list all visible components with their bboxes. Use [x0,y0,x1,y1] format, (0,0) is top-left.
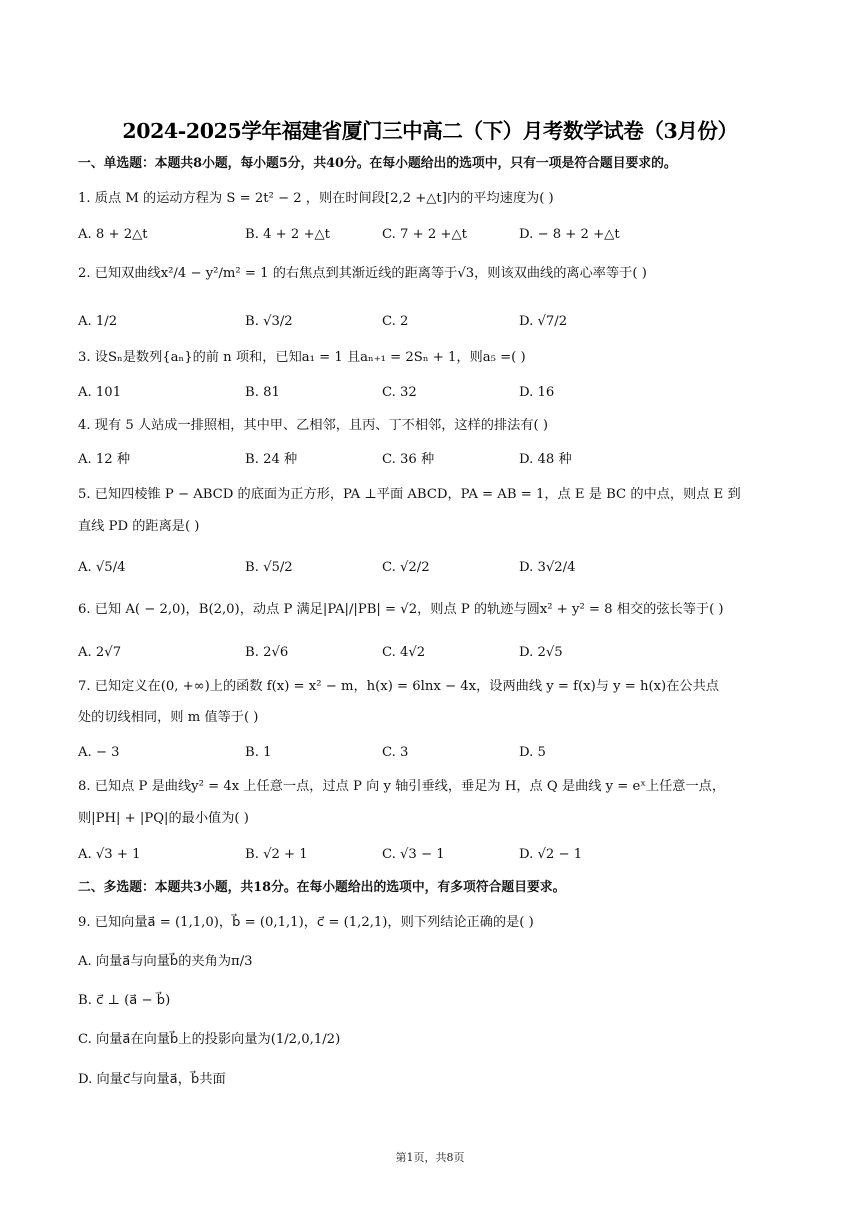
question-7-option-c: C. 3 [382,745,409,760]
question-8-option-b: B. √2 + 1 [245,847,308,862]
question-5-stem-line2: 直线 PD 的距离是( ) [78,519,200,534]
question-5-stem-line1: 5. 已知四棱锥 P − ABCD 的底面为正方形，PA ⊥平面 ABCD，PA = AB = 1，点 E 是 BC 的中点，则点 E 到 [78,487,741,502]
question-6-option-d: D. 2√5 [519,645,563,660]
question-3-option-d: D. 16 [519,385,555,400]
question-4-option-c: C. 36 种 [382,452,435,467]
question-5-option-a: A. √5/4 [78,560,126,575]
question-7-option-b: B. 1 [245,745,272,760]
question-2-option-d: D. √7/2 [519,314,568,329]
page-footer: 第1页，共8页 [395,1151,465,1164]
question-1-option-b: B. 4 + 2 +△t [245,227,330,242]
question-7-option-d: D. 5 [519,745,546,760]
question-8-option-a: A. √3 + 1 [78,847,141,862]
question-1-option-c: C. 7 + 2 +△t [382,227,467,242]
question-4-option-a: A. 12 种 [78,452,131,467]
question-4-stem: 4. 现有 5 人站成一排照相，其中甲、乙相邻，且丙、丁不相邻，这样的排法有( ) [78,418,549,433]
question-1-option-d: D. − 8 + 2 +△t [519,227,620,242]
question-3-option-c: C. 32 [382,385,417,400]
question-9-option-a: A. 向量a⃗与向量b⃗的夹角为π/3 [78,954,253,969]
question-2-stem: 2. 已知双曲线x²/4 − y²/m² = 1 的右焦点到其渐近线的距离等于√3，则该双曲线的离心率等于( ) [78,266,647,281]
section-multiple-choice-header: 二、多选题：本题共3小题，共18分。在每小题给出的选项中，有多项符合题目要求。 [78,880,566,895]
question-3-stem: 3. 设Sₙ是数列{aₙ}的前 n 项和，已知a₁ = 1 且aₙ₊₁ = 2Sₙ + 1，则a₅ =( ) [78,350,526,365]
question-3-option-a: A. 101 [78,385,122,400]
section-single-choice-header: 一、单选题：本题共8小题，每小题5分，共40分。在每小题给出的选项中，只有一项是符合题目要求的。 [78,156,677,171]
question-9-option-d: D. 向量c⃗与向量a⃗，b⃗共面 [78,1072,226,1087]
question-2-option-b: B. √3/2 [245,314,293,329]
question-4-option-d: D. 48 种 [519,452,572,467]
question-7-option-a: A. − 3 [78,745,120,760]
question-9-stem: 9. 已知向量a⃗ = (1,1,0)，b⃗ = (0,1,1)，c⃗ = (1,2,1)，则下列结论正确的是( ) [78,915,534,930]
exam-title: 2024-2025学年福建省厦门三中高二（下）月考数学试卷（3月份） [122,119,738,143]
question-6-option-b: B. 2√6 [245,645,289,660]
question-7-stem-line2: 处的切线相同，则 m 值等于( ) [78,710,259,725]
question-6-stem: 6. 已知 A( − 2,0)，B(2,0)，动点 P 满足|PA|/|PB| = √2，则点 P 的轨迹与圆x² + y² = 8 相交的弦长等于( ) [78,602,724,617]
question-2-option-a: A. 1/2 [78,314,118,329]
question-7-stem-line1: 7. 已知定义在(0, +∞)上的函数 f(x) = x² − m，h(x) = 6lnx − 4x，设两曲线 y = f(x)与 y = h(x)在公共点 [78,679,719,694]
question-5-option-c: C. √2/2 [382,560,430,575]
question-9-option-c: C. 向量a⃗在向量b⃗上的投影向量为(1/2,0,1/2) [78,1032,341,1047]
question-5-option-d: D. 3√2/4 [519,560,576,575]
question-5-option-b: B. √5/2 [245,560,293,575]
question-1-stem: 1. 质点 M 的运动方程为 S = 2t² − 2 ，则在时间段[2,2 +△t]内的平均速度为( ) [78,191,554,206]
question-8-option-d: D. √2 − 1 [519,847,583,862]
question-6-option-a: A. 2√7 [78,645,122,660]
question-8-option-c: C. √3 − 1 [382,847,445,862]
question-3-option-b: B. 81 [245,385,280,400]
question-2-option-c: C. 2 [382,314,409,329]
question-1-option-a: A. 8 + 2△t [78,227,148,242]
question-4-option-b: B. 24 种 [245,452,298,467]
question-9-option-b: B. c⃗ ⊥ (a⃗ − b⃗) [78,993,171,1008]
question-6-option-c: C. 4√2 [382,645,426,660]
question-8-stem-line2: 则|PH| + |PQ|的最小值为( ) [78,811,249,826]
question-8-stem-line1: 8. 已知点 P 是曲线y² = 4x 上任意一点，过点 P 向 y 轴引垂线，垂足为 H，点 Q 是曲线 y = eˣ上任意一点， [78,779,726,794]
